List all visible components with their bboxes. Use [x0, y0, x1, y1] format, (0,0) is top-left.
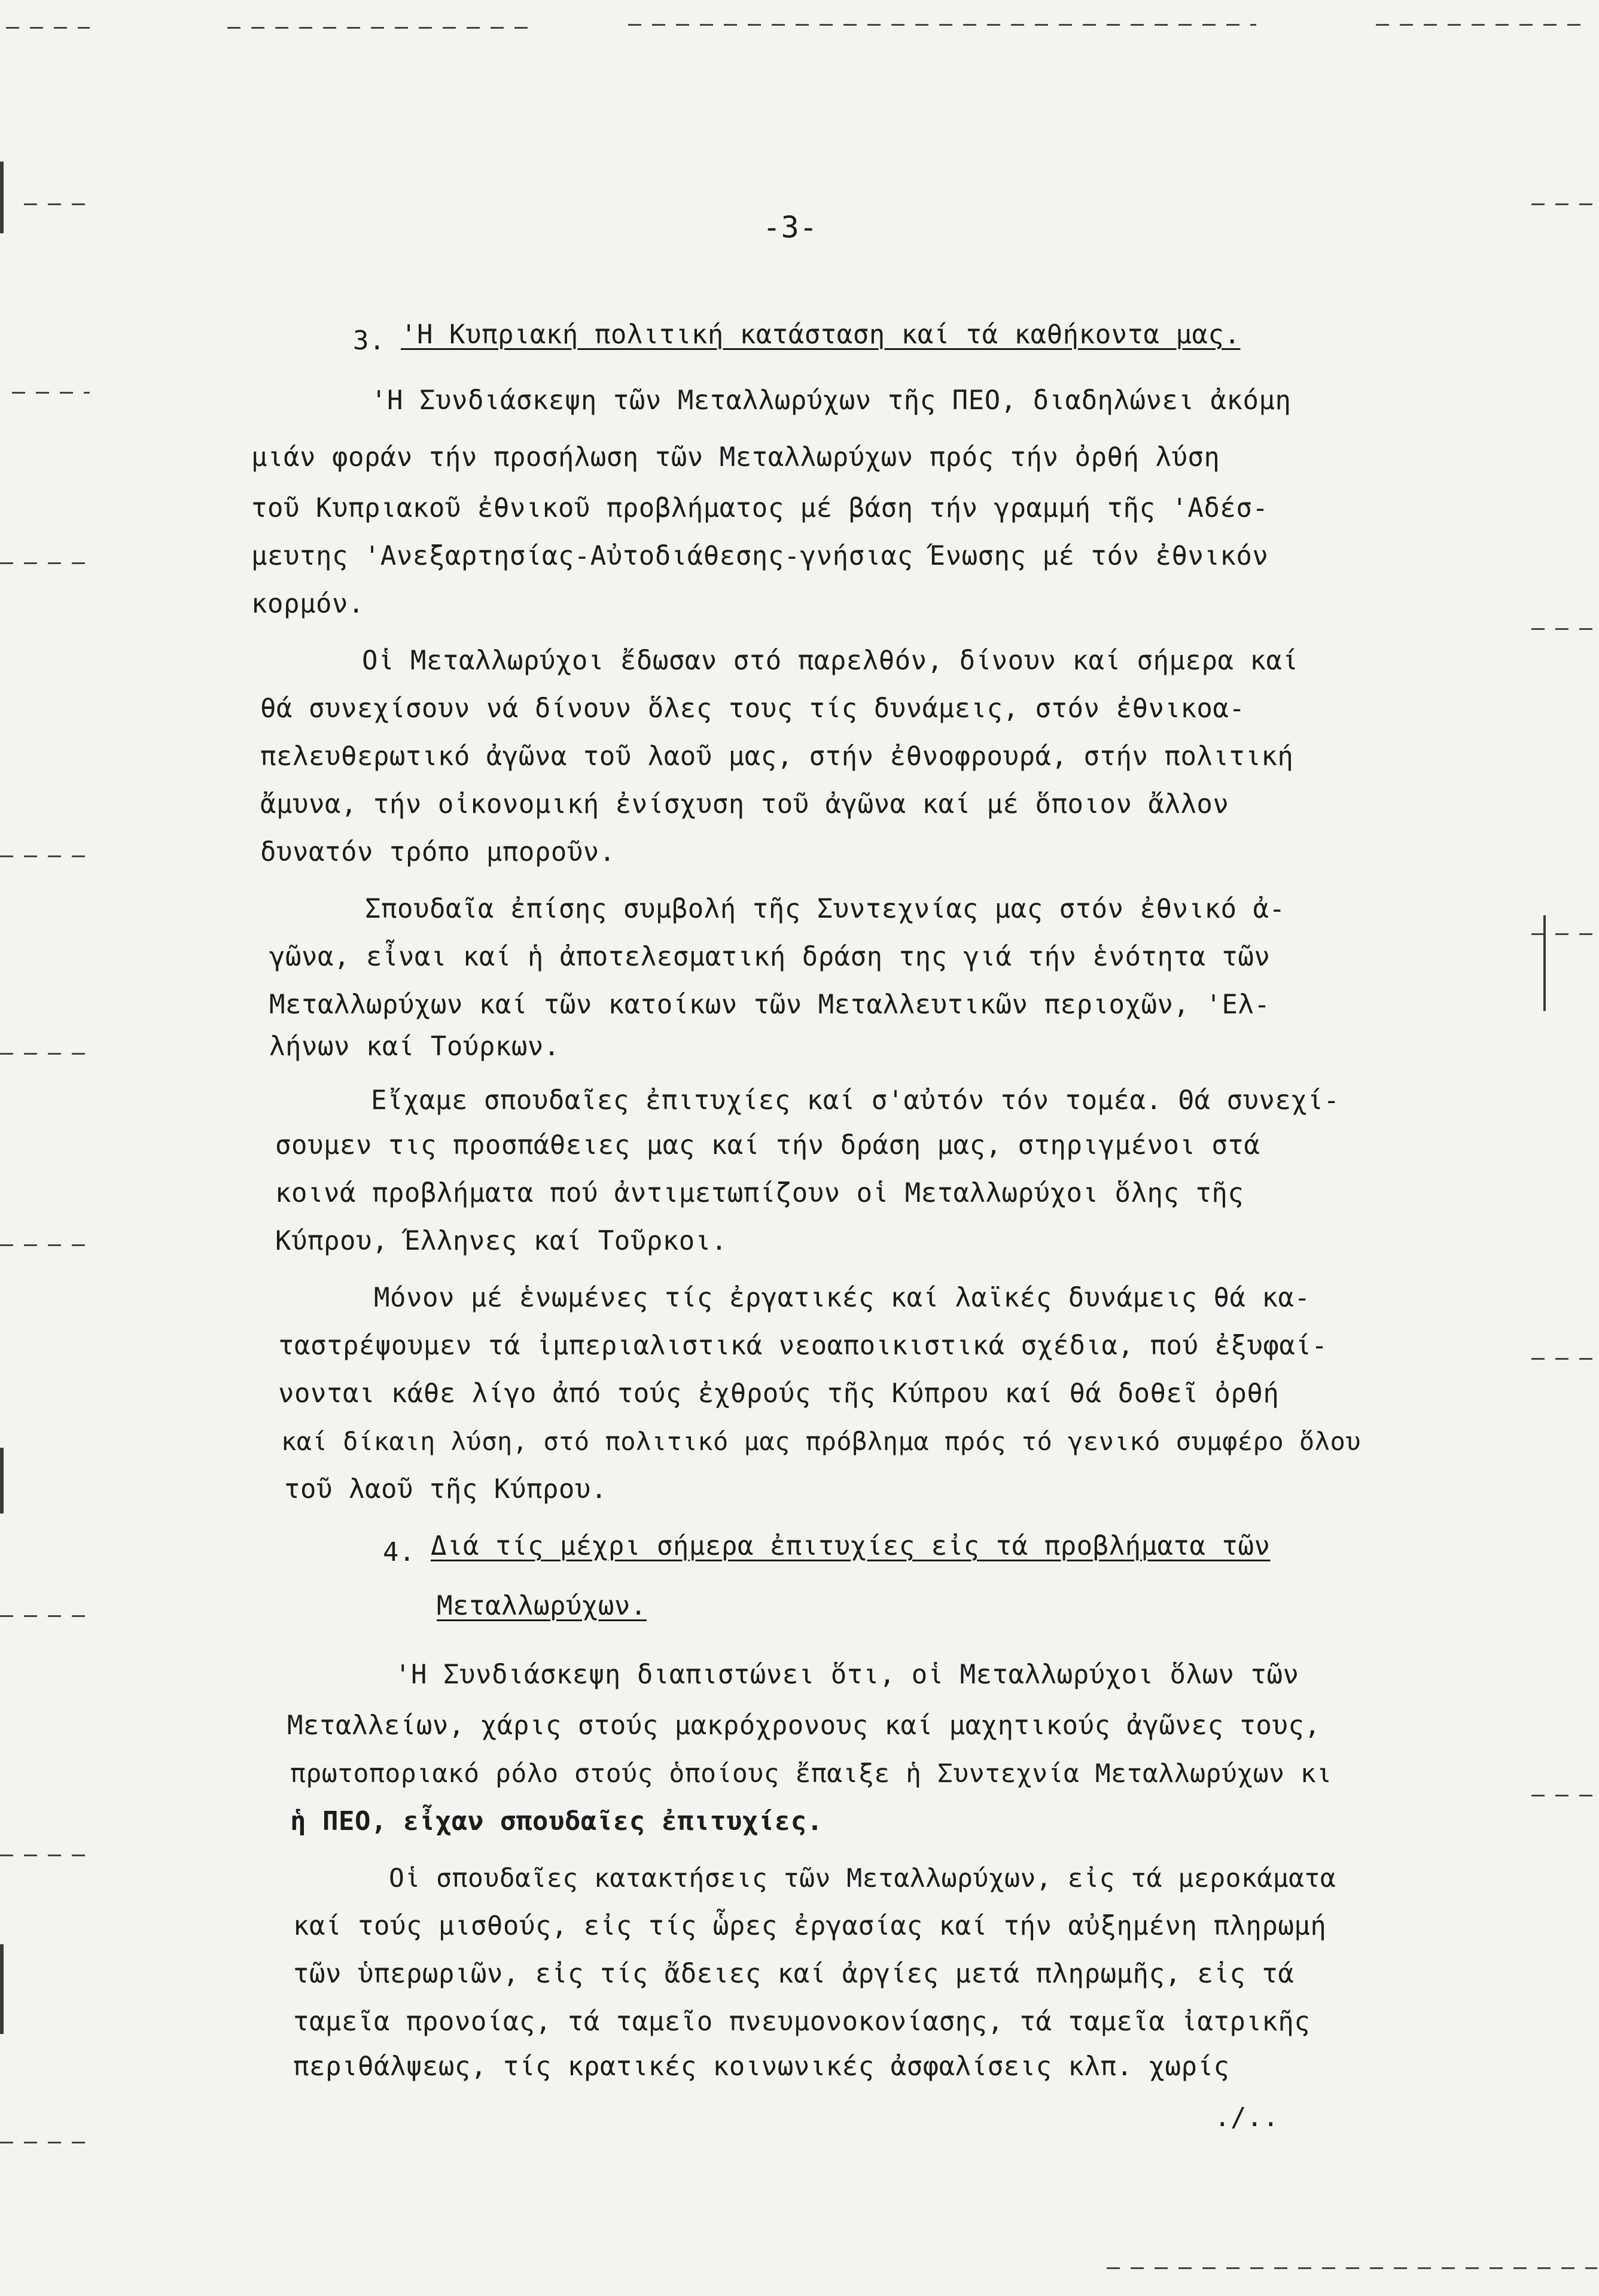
text-line: ἡ ΠΕΟ, εἶχαν σπουδαῖες ἐπιτυχίες. [290, 1806, 823, 1837]
scan-dash [24, 203, 90, 205]
text-line: καί δίκαιη λύση, στό πολιτικό μας πρόβλημα πρός τό γενικό συμφέρο ὅλου [281, 1427, 1362, 1456]
scan-dash [1531, 628, 1597, 630]
section-number: 4. [383, 1537, 415, 1567]
section-heading: Διά τίς μέχρι σήμερα ἐπιτυχίες εἰς τά προβλήματα τῶν [431, 1531, 1271, 1561]
scan-dash [6, 27, 90, 29]
scan-dash [0, 2142, 90, 2143]
text-line: Μεταλλωρύχων καί τῶν κατοίκων τῶν Μεταλλευτικῶν περιοχῶν, 'Ελ- [269, 989, 1271, 1020]
text-line: μευτης 'Ανεξαρτησίας-Αὐτοδιάθεσης-γνήσιας Ένωσης μέ τόν ἐθνικόν [251, 541, 1269, 571]
text-line: Μεταλλείων, χάρις στούς μακρόχρονους καί μαχητικούς ἀγῶνες τους, [287, 1710, 1321, 1741]
text-line: Κύπρου, Έλληνες καί Τοῦρκοι. [275, 1226, 727, 1256]
text-line: ταμεῖα προνοίας, τά ταμεῖο πνευμονοκονίασης, τά ταμεῖα ἰατρικῆς [293, 2006, 1311, 2037]
scan-dash [1531, 203, 1597, 205]
scan-mark [0, 1944, 4, 2034]
text-line: δυνατόν τρόπο μποροῦν. [260, 837, 616, 867]
text-line: τοῦ Κυπριακοῦ ἐθνικοῦ προβλήματος μέ βάση τήν γραμμή τῆς 'Αδέσ- [251, 493, 1269, 523]
text-line: πελευθερωτικό ἀγῶνα τοῦ λαοῦ μας, στήν ἐθνοφρουρά, στήν πολιτική [260, 741, 1294, 772]
scan-dash [1107, 2267, 1597, 2269]
text-line: πρωτοποριακό ρόλο στούς ὁποίους ἔπαιξε ἡ Συντεχνία Μεταλλωρύχων κι [290, 1759, 1332, 1789]
text-line: 'Η Συνδιάσκεψη τῶν Μεταλλωρύχων τῆς ΠΕΟ, διαδηλώνει ἀκόμη [371, 385, 1292, 416]
text-line: γῶνα, εἶναι καί ἡ ἀποτελεσματική δράση της γιά τήν ἑνότητα τῶν [269, 942, 1271, 972]
text-line: Σπουδαῖα ἐπίσης συμβολή τῆς Συντεχνίας μας στόν ἐθνικό ἀ- [365, 894, 1286, 924]
scan-dash [227, 27, 538, 29]
text-line: Οἱ Μεταλλωρύχοι ἔδωσαν στό παρελθόν, δίνουν καί σήμερα καί [362, 645, 1299, 676]
scan-dash [0, 1615, 90, 1617]
text-line: καί τούς μισθούς, εἰς τίς ὧρες ἐργασίας καί τήν αὐξημένη πληρωμή [293, 1911, 1327, 1941]
scan-dash [12, 392, 90, 394]
text-line: σουμεν τις προσπάθειες μας καί τήν δράση μας, στηριγμένοι στά [275, 1130, 1260, 1161]
text-line: ἄμυνα, τήν οἰκονομική ἐνίσχυση τοῦ ἀγῶνα καί μέ ὅποιον ἄλλον [260, 789, 1229, 820]
scan-mark [0, 162, 4, 233]
text-line: 'Η Συνδιάσκεψη διαπιστώνει ὅτι, οἱ Μεταλλωρύχοι ὅλων τῶν [395, 1659, 1299, 1690]
text-line: τῶν ὑπερωριῶν, εἰς τίς ἄδειες καί ἀργίες μετά πληρωμῆς, εἰς τά [293, 1959, 1295, 1989]
text-line: κορμόν. [251, 589, 364, 619]
text-line: Εἴχαμε σπουδαῖες ἐπιτυχίες καί σ'αὐτόν τόν τομέα. Θά συνεχί- [371, 1085, 1340, 1116]
scan-dash [0, 1244, 90, 1246]
scan-mark [0, 1448, 4, 1514]
scan-dash [0, 562, 90, 564]
scan-mark [1543, 915, 1546, 1011]
text-line: θά συνεχίσουν νά δίνουν ὅλες τους τίς δυνάμεις, στόν ἐθνικοα- [260, 693, 1245, 724]
section-heading: Μεταλλωρύχων. [437, 1591, 647, 1621]
section-heading: 'Η Κυπριακή πολιτική κατάσταση καί τά καθήκοντα μας. [401, 319, 1241, 350]
text-line: Μόνον μέ ἑνωμένες τίς ἐργατικές καί λαϊκές δυνάμεις θά κα- [374, 1283, 1311, 1313]
scan-dash [1376, 24, 1591, 26]
section-number: 3. [353, 325, 385, 356]
text-line: τοῦ λαοῦ τῆς Κύπρου. [284, 1474, 607, 1505]
scan-dash [1531, 933, 1597, 935]
scan-dash [1531, 1358, 1597, 1360]
page-number: -3- [763, 210, 818, 245]
scan-dash [0, 1053, 90, 1055]
scan-dash [0, 855, 90, 857]
scan-dash [628, 24, 1256, 26]
scan-dash [0, 1855, 90, 1856]
text-line: ταστρέψουμεν τά ἰμπεριαλιστικά νεοαποικιστικά σχέδια, πού ἐξυφαί- [278, 1330, 1328, 1361]
text-line: κοινά προβλήματα πού ἀντιμετωπίζουν οἱ Μεταλλωρύχοι ὅλης τῆς [275, 1178, 1244, 1208]
text-line: λήνων καί Τούρκων. [269, 1031, 560, 1062]
text-line: μιάν φοράν τήν προσήλωση τῶν Μεταλλωρύχων πρός τήν ὀρθή λύση [251, 442, 1220, 473]
text-line: Οἱ σπουδαῖες κατακτήσεις τῶν Μεταλλωρύχων, εἰς τά μεροκάματα [389, 1863, 1336, 1893]
text-line: νονται κάθε λίγο ἀπό τούς ἐχθρούς τῆς Κύπρου καί θά δοθεῖ ὀρθή [278, 1378, 1280, 1409]
scan-dash [1531, 1795, 1597, 1796]
continuation-mark: ./.. [1214, 2102, 1279, 2133]
text-line: περιθάλψεως, τίς κρατικές κοινωνικές ἀσφαλίσεις κλπ. χωρίς [293, 2051, 1230, 2082]
